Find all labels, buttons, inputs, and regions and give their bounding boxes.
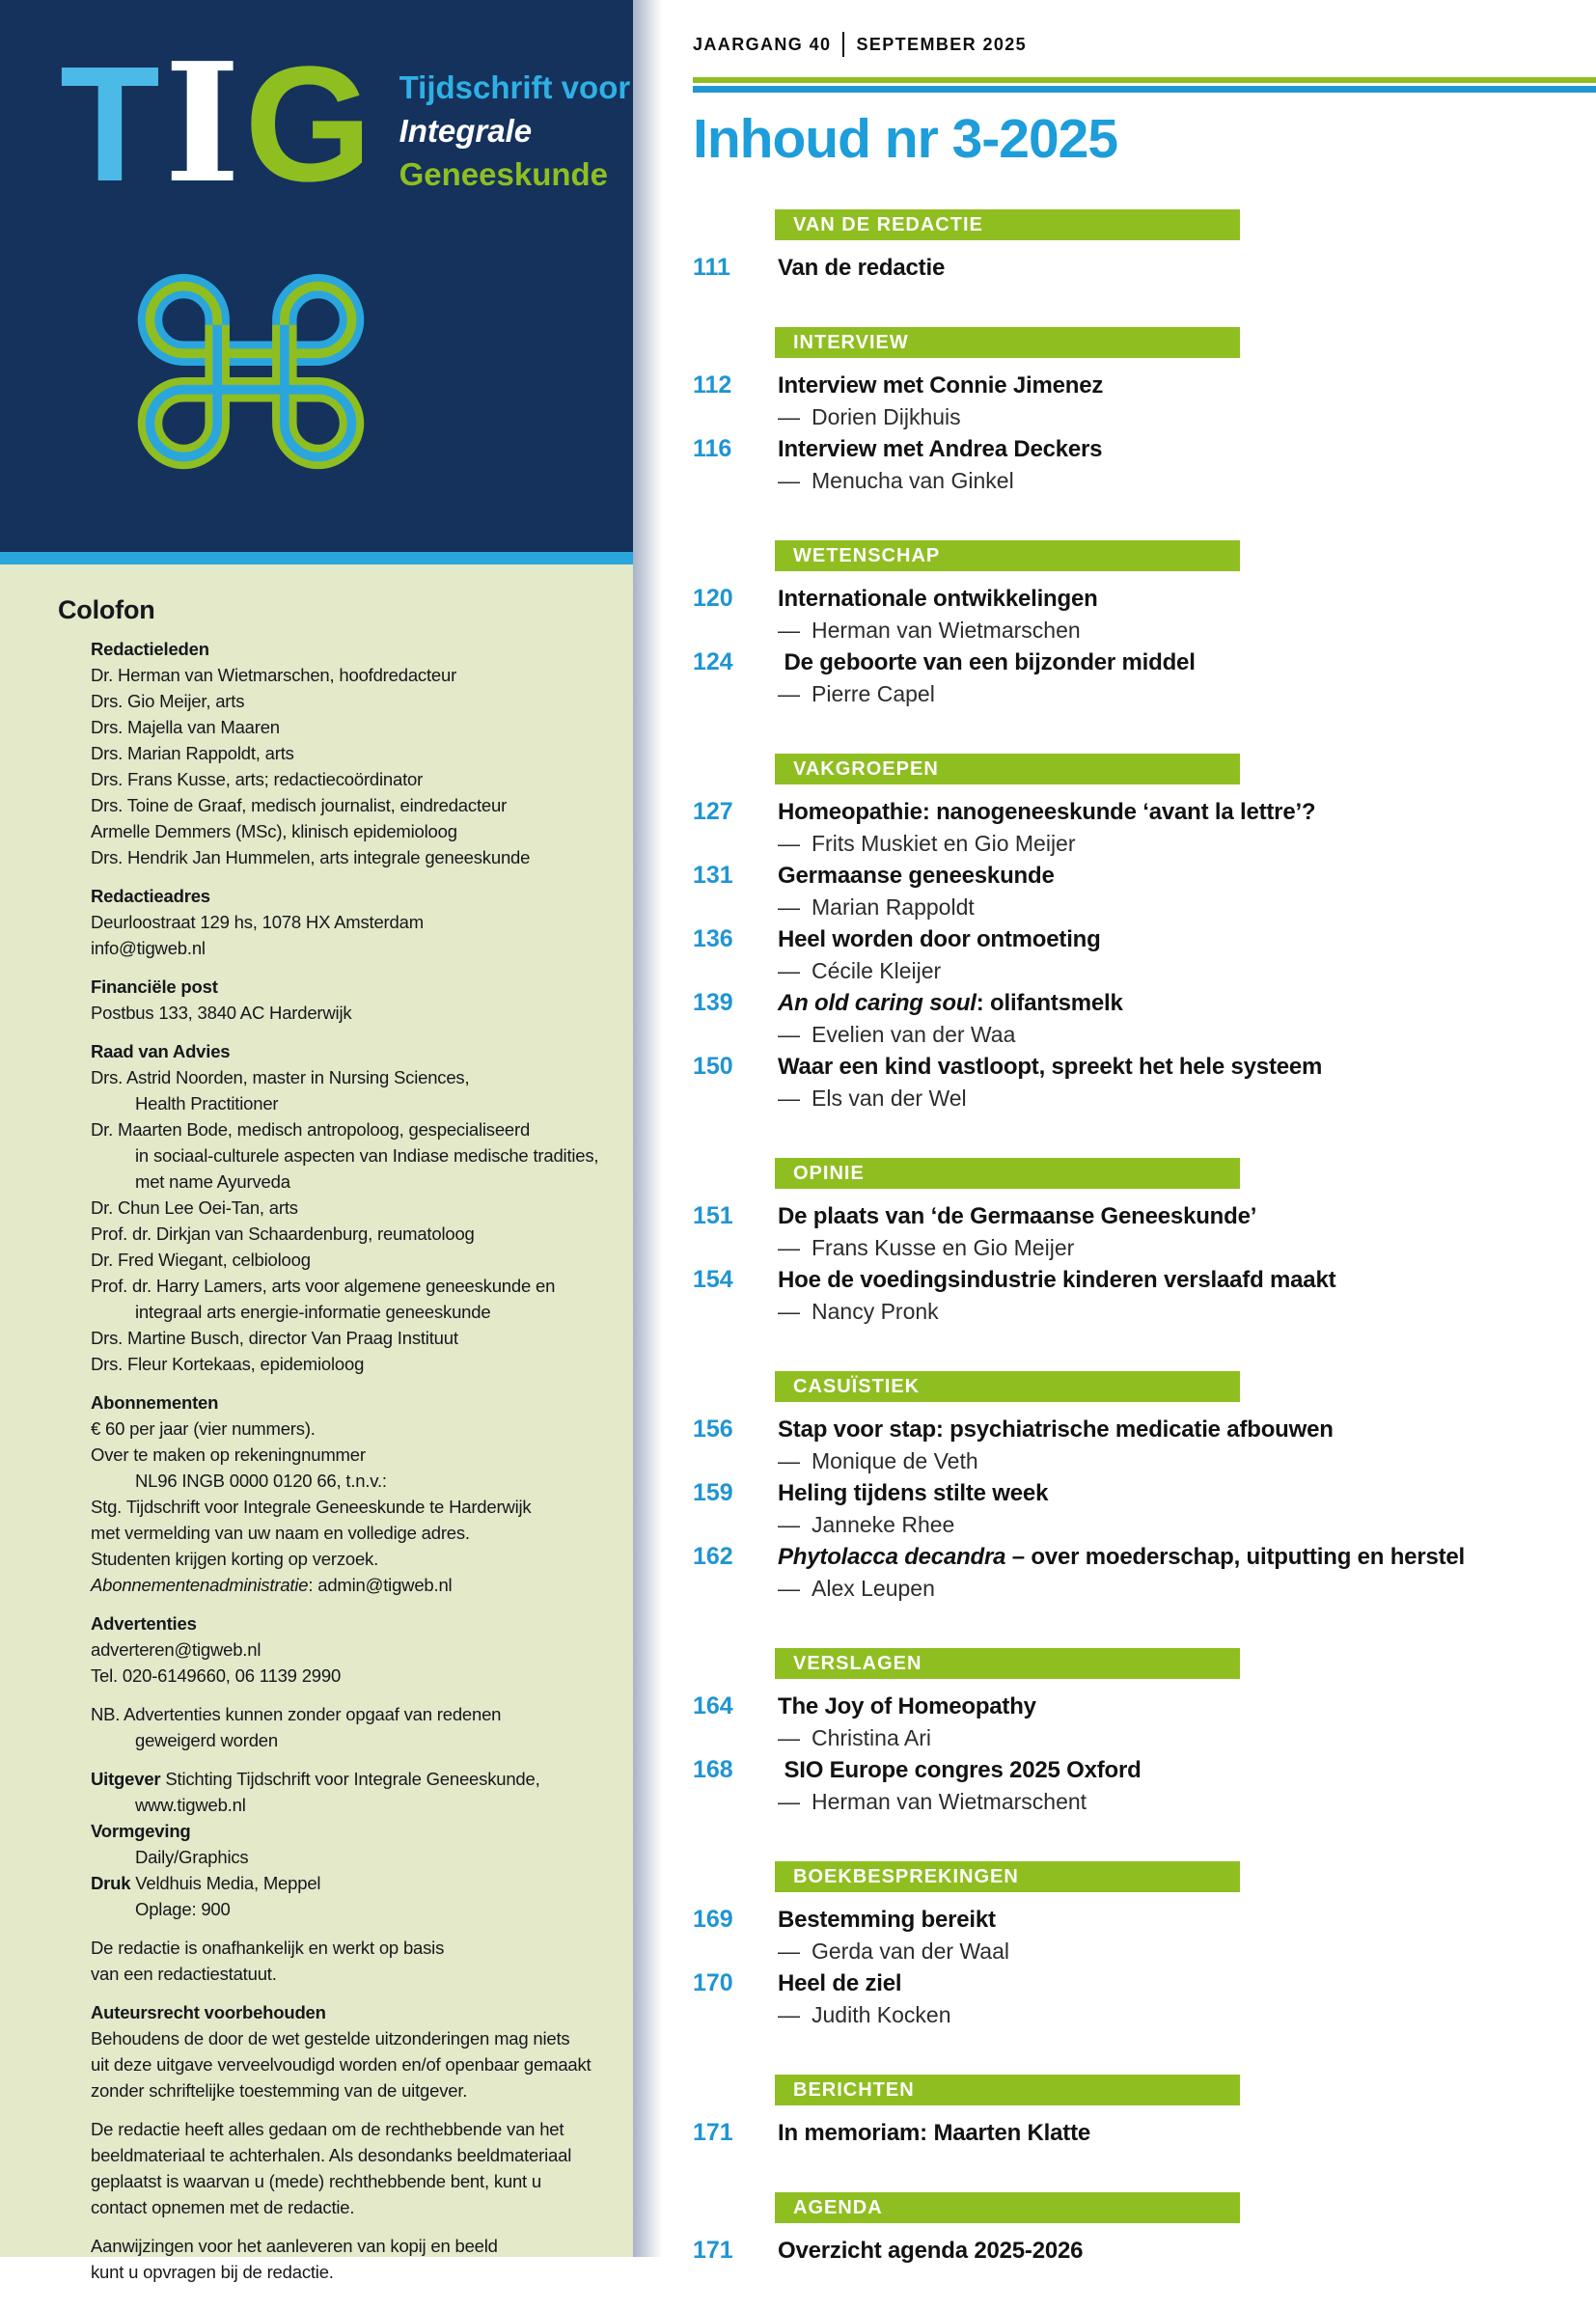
article-title: De plaats van ‘de Germaanse Geneeskunde’ [778,1203,1257,1229]
colofon-line: Oplage: 900 [135,1899,231,1919]
colofon-line: Drs. Fleur Kortekaas, epidemioloog [91,1354,365,1374]
page-number: 159 [693,1479,733,1506]
article-title: Stap voor stap: psychiatrische medicatie afbouwen [778,1416,1334,1443]
colofon-line: Auteursrecht voorbehouden [91,2002,326,2022]
logo-letter-g: G [244,33,376,216]
em-dash: — [778,1086,800,1111]
colofon-line: in sociaal-culturele aspecten van Indiase medische tradities, [135,1145,599,1166]
toc-item [693,646,1596,710]
colofon-line: integraal arts energie-informatie geneeskunde [135,1302,491,1322]
toc-item [693,433,1596,497]
toc-section [693,1158,1596,1328]
article-title: Heel de ziel [778,1970,902,1996]
em-dash: — [778,2002,800,2027]
toc-section [693,754,1596,1114]
section-label: BOEKBESPREKINGEN [793,1865,1019,1887]
section-items [693,1200,1596,1328]
article-author: — Janneke Rhee [778,1512,955,1537]
toc-title: Inhoud nr 3-2025 [693,108,1118,170]
page-number: 156 [693,1416,733,1443]
colofon-line: Over te maken op rekeningnummer [91,1444,366,1465]
article-author: — Herman van Wietmarschen [778,618,1081,643]
page-number: 171 [693,2119,733,2146]
colofon-line: Behoudens de door de wet gestelde uitzonderingen mag niets [91,2028,570,2049]
article-author: — Els van der Wel [778,1086,967,1111]
colofon-line: Uitgever Stichting Tijdschrift voor Integrale Geneeskunde, [91,1769,540,1789]
toc-section [693,209,1596,284]
toc-item [693,583,1596,646]
article-title: Heling tijdens stilte week [778,1480,1049,1506]
toc-item [693,2235,1596,2267]
article-author: — Monique de Veth [778,1448,978,1473]
tig-logo [0,0,633,220]
logo-letter-t: T [60,33,164,216]
toc-item [693,860,1596,923]
colofon-line: Prof. dr. Harry Lamers, arts voor algemene geneeskunde en [91,1276,556,1296]
colofon-line: Drs. Marian Rappoldt, arts [91,743,294,763]
toc-item [693,1967,1596,2031]
section-items [693,796,1596,1114]
article-author: — Alex Leupen [778,1576,935,1601]
section-band [775,2075,1240,2105]
colofon-line: Abonnementen [91,1392,219,1413]
section-items [693,2235,1596,2267]
colofon-line: geplaatst is waarvan u (mede) rechthebbende bent, kunt u [91,2171,542,2191]
colofon-line: met vermelding van uw naam en volledige adres. [91,1523,470,1543]
page-number: 164 [693,1692,733,1719]
colofon-line: Redactieadres [91,886,210,906]
section-label: OPINIE [793,1162,865,1184]
article-title: Interview met Connie Jimenez [778,372,1104,399]
section-items [693,2117,1596,2149]
section-band [775,1648,1240,1679]
colofon-line: Drs. Frans Kusse, arts; redactiecoördinator [91,769,424,789]
article-author: — Menucha van Ginkel [778,468,1014,493]
article-title: SIO Europe congres 2025 Oxford [778,1757,1142,1783]
colofon-line: adverteren@tigweb.nl [91,1639,261,1660]
colofon-line: De redactie heeft alles gedaan om de rechthebbende van het [91,2119,564,2139]
article-author: — Judith Kocken [778,2002,951,2027]
article-title: Overzicht agenda 2025-2026 [778,2238,1084,2264]
section-band [775,754,1240,784]
toc-item [693,1754,1596,1818]
page-number: 171 [693,2237,733,2264]
tig-acronym [60,27,376,220]
page-number: 116 [693,435,732,462]
colofon-line: Armelle Demmers (MSc), klinisch epidemioloog [91,821,457,841]
colofon-line: Postbus 133, 3840 AC Harderwijk [91,1003,352,1023]
page-number: 139 [693,989,733,1016]
colofon-line: € 60 per jaar (vier nummers). [91,1418,316,1439]
section-label: WETENSCHAP [793,544,941,566]
article-author: — Dorien Dijkhuis [778,404,961,429]
issue-month: SEPTEMBER 2025 [856,34,1028,54]
em-dash: — [778,681,800,706]
colofon-line: Deurloostraat 129 hs, 1078 HX Amsterdam [91,912,424,932]
em-dash: — [778,1448,800,1473]
toc-item [693,987,1596,1051]
logo-letter-i: I [163,27,245,220]
em-dash: — [778,1789,800,1814]
blue-rule [693,86,1596,93]
section-items [693,1904,1596,2031]
colofon-line: kunt u opvragen bij de redactie. [91,2262,334,2282]
toc-section [693,1861,1596,2031]
colofon-line: uit deze uitgave verveelvoudigd worden en/of openbaar gemaakt [91,2054,592,2075]
magazine-masthead [0,0,633,552]
section-band [775,1371,1240,1402]
colofon-title: Colofon [58,595,155,624]
colofon-line: info@tigweb.nl [91,938,206,958]
colofon-line: Studenten krijgen korting op verzoek. [91,1549,379,1569]
article-title: Germaanse geneeskunde [778,863,1055,889]
toc-item [693,1051,1596,1114]
article-title: Heel worden door ontmoeting [778,926,1101,952]
page-number: 150 [693,1053,733,1080]
colofon-line: Prof. dr. Dirkjan van Schaardenburg, reumatoloog [91,1224,475,1244]
em-dash: — [778,1299,800,1324]
article-author: — Evelien van der Waa [778,1022,1016,1047]
logo-subtitle [399,46,631,196]
article-title: Homeopathie: nanogeneeskunde ‘avant la lettre’? [778,799,1316,825]
colofon-line: Financiële post [91,976,218,997]
article-author: — Frans Kusse en Gio Meijer [778,1235,1075,1260]
colofon-line: De redactie is onafhankelijk en werkt op basis [91,1938,445,1958]
page-number: 124 [693,648,733,675]
green-rule [693,77,1596,83]
toc-item [693,252,1596,284]
page-number: 127 [693,798,733,825]
article-title: Phytolacca decandra – over moederschap, uitputting en herstel [778,1544,1466,1570]
em-dash: — [778,1512,800,1537]
colofon-line: Drs. Astrid Noorden, master in Nursing Sciences, [91,1067,470,1087]
article-title: An old caring soul: olifantsmelk [778,990,1123,1016]
colofon-line: Vormgeving [91,1821,191,1841]
em-dash: — [778,468,800,493]
em-dash: — [778,1939,800,1964]
em-dash: — [778,1022,800,1047]
toc-sections [693,209,1596,2267]
colofon-line: Dr. Herman van Wietmarschen, hoofdredacteur [91,665,457,685]
colofon-line: Drs. Majella van Maaren [91,717,280,737]
colofon-line: Redactieleden [91,639,209,659]
table-of-contents-column [693,0,1596,2310]
em-dash: — [778,1235,800,1260]
em-dash: — [778,404,800,429]
toc-item [693,2117,1596,2149]
page-number: 111 [693,254,730,281]
toc-section [693,1371,1596,1605]
em-dash: — [778,831,800,856]
colofon-line: Abonnementenadministratie: admin@tigweb.nl [91,1575,453,1595]
colofon-line: met name Ayurveda [135,1171,290,1192]
logo-subtitle-line1: Tijdschrift voor [399,69,631,105]
section-band [775,327,1240,358]
colofon-line: Drs. Hendrik Jan Hummelen, arts integrale geneeskunde [91,847,531,867]
article-title: De geboorte van een bijzonder middel [778,649,1196,675]
blue-accent-strip [0,552,633,564]
colofon-panel [0,564,633,2282]
colofon-line: Drs. Martine Busch, director Van Praag Instituut [91,1328,458,1348]
article-author: — Frits Muskiet en Gio Meijer [778,831,1076,856]
colofon-line: NL96 INGB 0000 0120 66, t.n.v.: [135,1471,387,1491]
colofon-line: Health Practitioner [135,1093,279,1114]
section-band [775,540,1240,571]
toc-item [693,1264,1596,1328]
page-number: 162 [693,1543,733,1570]
page-number: 169 [693,1906,733,1933]
colofon-line: geweigerd worden [135,1730,278,1750]
article-title: Waar een kind vastloopt, spreekt het hele systeem [778,1054,1323,1080]
colofon-line: Dr. Chun Lee Oei-Tan, arts [91,1197,298,1218]
section-items [693,583,1596,710]
colofon-line: beeldmateriaal te achterhalen. Als desondanks beeldmateriaal [91,2145,572,2165]
colofon-line: NB. Advertenties kunnen zonder opgaaf van redenen [91,1704,502,1724]
page-number: 112 [693,371,732,399]
article-title: Interview met Andrea Deckers [778,436,1103,462]
section-items [693,1414,1596,1605]
section-label: CASUÏSTIEK [793,1375,921,1397]
page-number: 136 [693,925,733,952]
page-number: 170 [693,1969,733,1996]
header-rules [693,77,1596,93]
colofon-line: Stg. Tijdschrift voor Integrale Geneeskunde te Harderwijk [91,1497,532,1517]
toc-item [693,1691,1596,1754]
article-title: Hoe de voedingsindustrie kinderen verslaafd maakt [778,1267,1336,1293]
section-items [693,252,1596,284]
colofon-line: Raad van Advies [91,1041,231,1061]
colofon-line: contact opnemen met de redactie. [91,2197,355,2217]
article-author: — Cécile Kleijer [778,958,942,983]
toc-item [693,923,1596,987]
colofon-line: zonder schriftelijke toestemming van de uitgever. [91,2080,468,2101]
colofon-line: Advertenties [91,1613,197,1634]
colofon-line: Aanwijzingen voor het aanleveren van kopij en beeld [91,2236,498,2256]
knot-logo-icon [122,242,380,501]
colofon-line: van een redactiestatuut. [91,1964,277,1984]
toc-section [693,327,1596,497]
page-number: 131 [693,862,733,889]
em-dash: — [778,618,800,643]
toc-item [693,796,1596,860]
logo-subtitle-line2: Integrale [399,113,533,149]
page-number: 151 [693,1202,733,1229]
section-band [775,1861,1240,1892]
section-label: VAN DE REDACTIE [793,213,983,235]
issue-line [693,32,1596,57]
colofon-line: Dr. Maarten Bode, medisch antropoloog, gespecialiseerd [91,1119,531,1140]
article-author: — Christina Ari [778,1725,931,1750]
article-title: In memoriam: Maarten Klatte [778,2120,1091,2146]
em-dash: — [778,958,800,983]
page-number: 120 [693,585,733,612]
colofon-line: Dr. Fred Wiegant, celbioloog [91,1250,311,1270]
article-title: Van de redactie [778,255,946,281]
section-band [775,1158,1240,1189]
article-author: — Pierre Capel [778,681,935,706]
em-dash: — [778,894,800,920]
article-author: — Gerda van der Waal [778,1939,1009,1964]
section-label: VAKGROEPEN [793,757,939,780]
article-author: — Nancy Pronk [778,1299,939,1324]
page-number: 168 [693,1756,733,1783]
section-label: AGENDA [793,2196,883,2218]
toc-item [693,1904,1596,1967]
section-band [775,2192,1240,2223]
toc-section [693,2075,1596,2149]
section-items [693,370,1596,497]
toc-item [693,1541,1596,1605]
colofon-line: Drs. Toine de Graaf, medisch journalist, eindredacteur [91,795,508,815]
article-title: The Joy of Homeopathy [778,1693,1036,1719]
colofon-line: Daily/Graphics [135,1847,249,1867]
page-number: 154 [693,1266,733,1293]
issue-divider [842,32,844,57]
article-author: — Marian Rappoldt [778,894,975,920]
em-dash: — [778,1576,800,1601]
colofon-lines [58,636,604,2285]
toc-item [693,370,1596,433]
toc-item [693,1200,1596,1264]
article-author: — Herman van Wietmarschent [778,1789,1087,1814]
toc-item [693,1477,1596,1541]
column-shadow [633,0,662,2257]
section-band [775,209,1240,240]
em-dash: — [778,1725,800,1750]
article-title: Internationale ontwikkelingen [778,586,1098,612]
logo-subtitle-line3: Geneeskunde [399,156,609,192]
toc-section [693,1648,1596,1818]
left-column [0,0,633,2282]
toc-item [693,1414,1596,1477]
colofon-line: Druk Veldhuis Media, Meppel [91,1873,321,1893]
colofon-line: Tel. 020-6149660, 06 1139 2990 [91,1665,342,1686]
section-label: BERICHTEN [793,2078,915,2101]
section-label: VERSLAGEN [793,1652,922,1674]
article-title: Bestemming bereikt [778,1907,996,1933]
toc-section [693,2192,1596,2267]
toc-section [693,540,1596,710]
section-items [693,1691,1596,1818]
colofon-line: Drs. Gio Meijer, arts [91,691,245,711]
colofon-line: www.tigweb.nl [135,1795,246,1815]
issue-volume: JAARGANG 40 [693,34,832,54]
section-label: INTERVIEW [793,331,909,353]
